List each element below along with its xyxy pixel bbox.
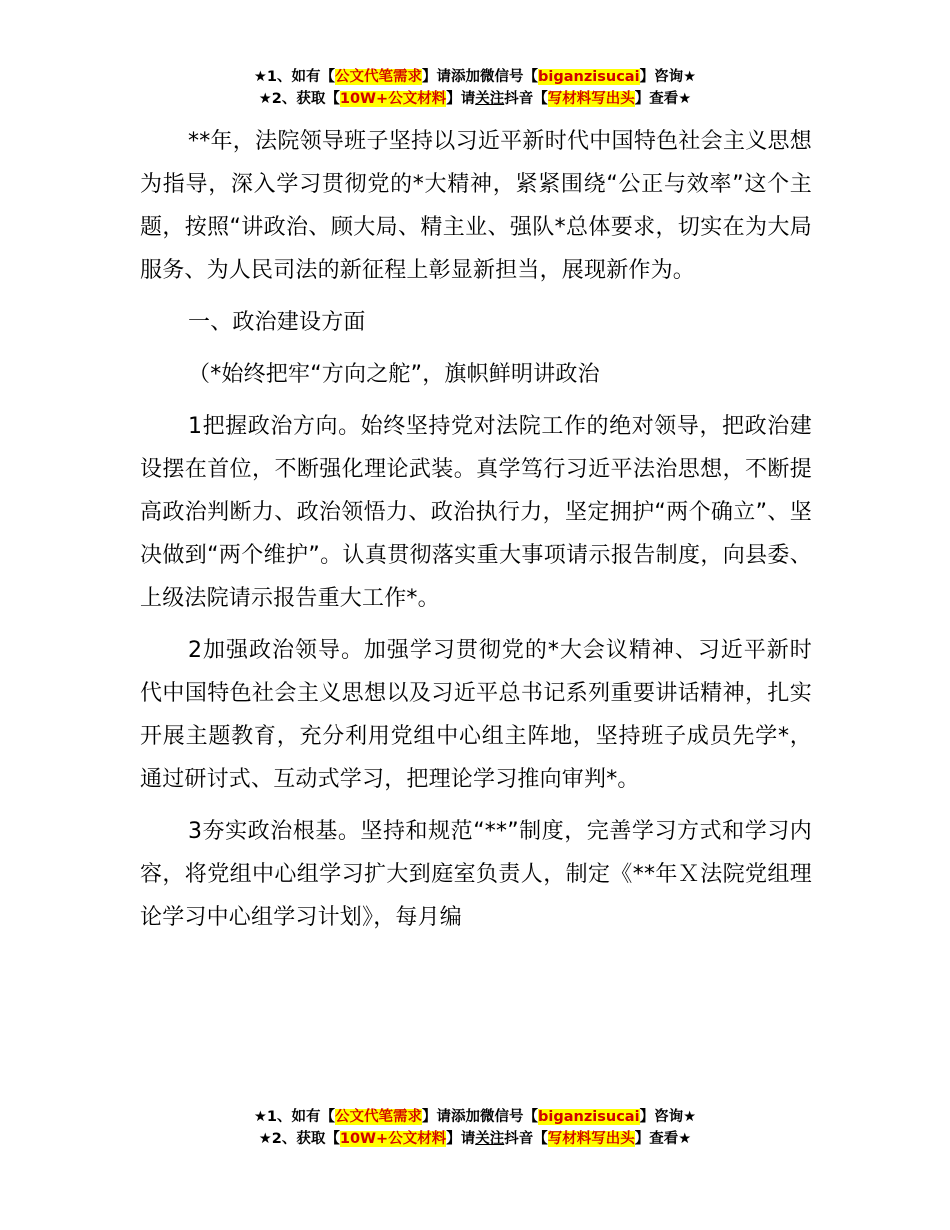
highlight-ghostwriting: 公文代笔需求	[335, 69, 423, 85]
banner-text: ★2、获取【	[258, 1131, 340, 1147]
banner-text: 】咨询★	[639, 1109, 697, 1125]
section-heading: 一、政治建设方面	[188, 310, 366, 335]
highlight-wechat-id: biganzisucai	[538, 69, 640, 85]
banner-underlined: 关注	[475, 91, 505, 107]
banner-line-1	[0, 1106, 950, 1128]
banner-text: 】查看★	[634, 91, 692, 107]
banner-text: 】请	[422, 1109, 452, 1125]
point-1-paragraph: 1把握政治方向。始终坚持党对法院工作的绝对领导，把政治建设摆在首位，不断强化理论武装。真学笃行习近平法治思想，不断提高政治判断力、政治领悟力、政治执行力，坚定拥护“两个确立”、坚决做到“两个维护”。认真贯彻落实重大事项请示报告制度，向县委、上级法院请示报告重大工作*。	[140, 414, 812, 611]
banner-text: 微信号【	[480, 1109, 539, 1125]
footer-banner	[0, 1106, 950, 1150]
document-body	[140, 120, 812, 939]
banner-line-2	[0, 1128, 950, 1150]
highlight-wechat-id: biganzisucai	[538, 1109, 640, 1125]
banner-text: 】请	[446, 1131, 476, 1147]
banner-text: 微信号【	[480, 69, 539, 85]
banner-underlined: 关注	[475, 1131, 505, 1147]
banner-line-1	[0, 66, 950, 88]
highlight-materials: 10W+公文材料	[339, 91, 447, 107]
banner-text: ★1、如有【	[253, 69, 336, 85]
intro-paragraph: **年，法院领导班子坚持以习近平新时代中国特色社会主义思想为指导，深入学习贯彻党的*大精神，紧紧围绕“公正与效率”这个主题，按照“讲政治、顾大局、精主业、强队*总体要求，切实在为大局服务、为人民司法的新征程上彰显新担当，展现新作为。	[140, 129, 812, 283]
banner-text: ★1、如有【	[253, 1109, 336, 1125]
highlight-materials: 10W+公文材料	[339, 1131, 447, 1147]
point-3-paragraph: 3夯实政治根基。坚持和规范“**”制度，完善学习方式和学习内容，将党组中心组学习扩大到庭室负责人，制定《**年Ｘ法院党组理论学习中心组学习计划》，每月编	[140, 819, 812, 930]
subsection-heading: （*始终把牢“方向之舵”，旗帜鲜明讲政治	[188, 362, 600, 387]
banner-text: 】请	[422, 69, 452, 85]
highlight-ghostwriting: 公文代笔需求	[335, 1109, 423, 1125]
banner-text: 】查看★	[634, 1131, 692, 1147]
banner-emphasis: 添加	[451, 1109, 481, 1125]
banner-text: 抖音【	[504, 1131, 548, 1147]
highlight-douyin-account: 写材料写出头	[547, 1131, 635, 1147]
highlight-douyin-account: 写材料写出头	[547, 91, 635, 107]
banner-emphasis: 添加	[451, 69, 481, 85]
banner-text: 】请	[446, 91, 476, 107]
header-banner	[0, 66, 950, 110]
banner-text: 抖音【	[504, 91, 548, 107]
banner-text: 】咨询★	[639, 69, 697, 85]
banner-line-2	[0, 88, 950, 110]
banner-text: ★2、获取【	[258, 91, 340, 107]
point-2-paragraph: 2加强政治领导。加强学习贯彻党的*大会议精神、习近平新时代中国特色社会主义思想以及习近平总书记系列重要讲话精神，扎实开展主题教育，充分利用党组中心组主阵地，坚持班子成员先学*，通过研讨式、互动式学习，把理论学习推向审判*。	[140, 638, 812, 792]
